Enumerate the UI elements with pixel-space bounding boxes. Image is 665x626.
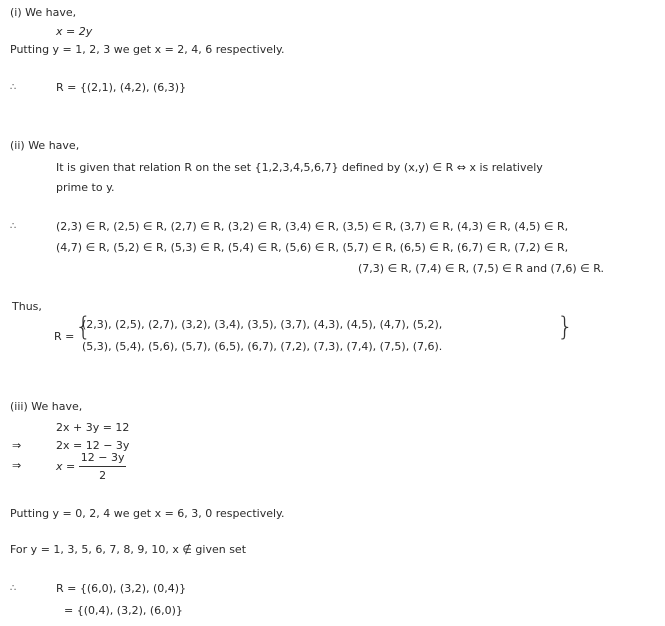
part-iii-result1: R = {(6,0), (3,2), (0,4)}: [56, 582, 187, 595]
part-ii-members-line1: (2,3) ∈ R, (2,5) ∈ R, (2,7) ∈ R, (3,2) ∈ R, (3,4) ∈ R, (3,5) ∈ R, (3,7) ∈ R, (4,3) ∈ R, (4,5) ∈ R,: [56, 220, 569, 233]
part-i-result: R = {(2,1), (4,2), (6,3)}: [56, 81, 187, 94]
part-iii-heading: [10, 400, 82, 414]
part-ii-set-line2: (5,3), (5,4), (5,6), (5,7), (6,5), (6,7), (7,2), (7,3), (7,4), (7,5), (7,6).: [82, 340, 443, 353]
part-i-heading: [10, 6, 76, 20]
part-iii-eq1: 2x + 3y = 12: [56, 421, 130, 434]
part-ii-given-line1: It is given that relation R on the set {1,2,3,4,5,6,7} defined by (x,y) ∈ R ⇔ x is relatively: [56, 161, 543, 174]
part-iii-intro: We have,: [31, 400, 83, 413]
implies-symbol: ⇒: [12, 459, 22, 472]
therefore-symbol: ∴: [10, 583, 17, 594]
part-ii-label: (ii): [10, 139, 25, 152]
part-ii-members-line3: (7,3) ∈ R, (7,4) ∈ R, (7,5) ∈ R and (7,6) ∈ R.: [358, 262, 604, 275]
part-i-intro: We have,: [25, 6, 77, 19]
part-ii-set-line1: (2,3), (2,5), (2,7), (3,2), (3,4), (3,5), (3,7), (4,3), (4,5), (4,7), (5,2),: [82, 318, 443, 331]
part-ii-members-line2: (4,7) ∈ R, (5,2) ∈ R, (5,3) ∈ R, (5,4) ∈ R, (5,6) ∈ R, (5,7) ∈ R, (6,5) ∈ R, (6,7) ∈ R, (7,2) ∈ R,: [56, 241, 569, 254]
part-i-equation: x = 2y: [56, 25, 93, 38]
part-iii-result2: = {(0,4), (3,2), (6,0)}: [64, 604, 183, 617]
part-iii-putting: Putting y = 0, 2, 4 we get x = 6, 3, 0 respectively.: [10, 507, 285, 520]
part-i-putting: Putting y = 1, 2, 3 we get x = 2, 4, 6 respectively.: [10, 43, 285, 56]
part-ii-heading: [10, 139, 79, 153]
part-i-label: (i): [10, 6, 22, 19]
part-iii-label: (iii): [10, 400, 28, 413]
part-ii-given-line2: prime to y.: [56, 181, 115, 194]
part-iii-eq3: [56, 451, 126, 483]
part-iii-for-line: For y = 1, 3, 5, 6, 7, 8, 9, 10, x ∉ given set: [10, 543, 247, 556]
part-ii-intro: We have,: [28, 139, 80, 152]
therefore-symbol: ∴: [10, 82, 17, 93]
part-iii-eq2: 2x = 12 − 3y: [56, 439, 130, 452]
fraction-denominator: 2: [99, 469, 107, 482]
set-open-brace: {: [75, 312, 92, 342]
therefore-symbol: ∴: [10, 221, 17, 232]
implies-symbol: ⇒: [12, 439, 22, 452]
fraction-numerator: 12 − 3y: [79, 451, 127, 467]
part-ii-r-label: R =: [54, 330, 75, 343]
set-close-brace: }: [557, 312, 574, 342]
part-ii-thus: Thus,: [12, 300, 42, 313]
fraction: [79, 451, 127, 483]
part-iii-eq3-lhs: x =: [56, 460, 76, 473]
